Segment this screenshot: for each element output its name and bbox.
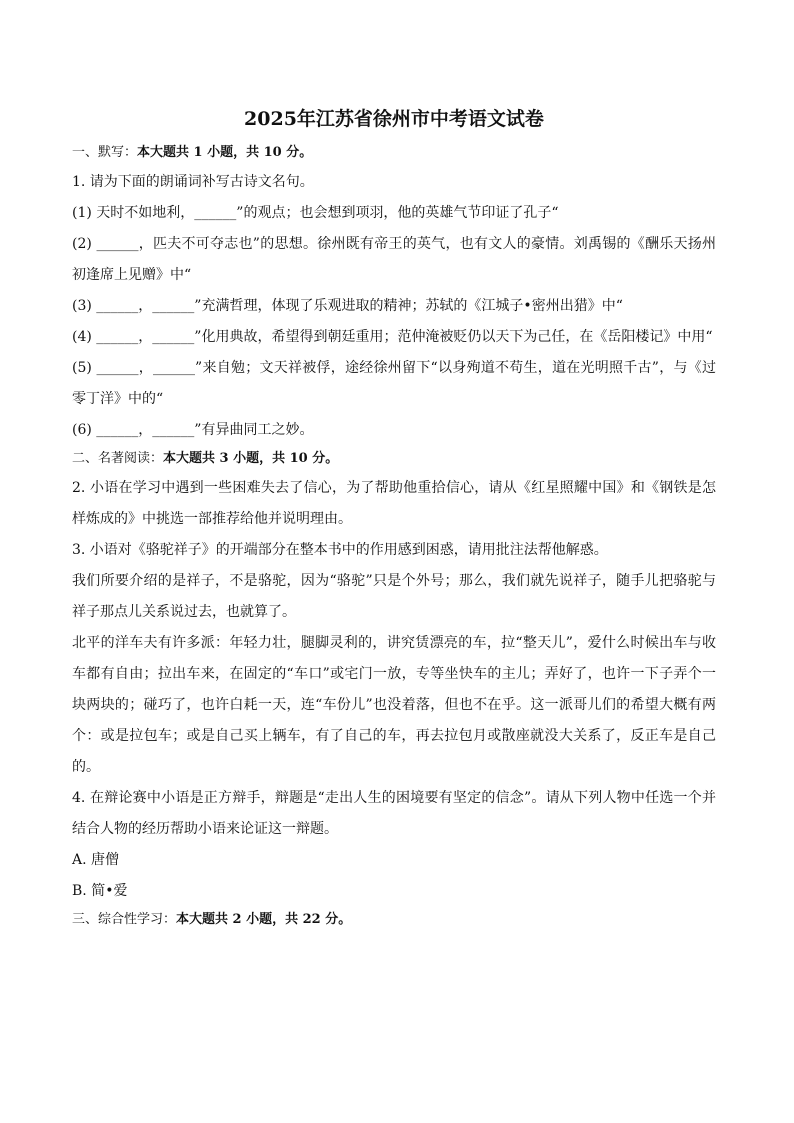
section-3-detail: 本大题共 2 小题，共 22 分。 [176,912,352,927]
question-1-stem: 1. 请为下面的朗诵词补写古诗文名句。 [72,174,314,190]
question-1-line-1: (1) 天时不如地利，______”的观点；也会想到项羽，他的英雄气节印证了孔子“ [72,205,559,221]
section-3-prefix: 三、综合性学习： [72,912,177,927]
section-1-detail: 本大题共 1 小题，共 10 分。 [137,145,313,160]
question-4-stem: 4. 在辩论赛中小语是正方辩手，辩题是“走出人生的困境要有坚定的信念”。请从下列人物中任选一个并结合人物的经历帮助小语来论证这一辩题。 [72,790,716,837]
question-4-option-b: B. 简•爱 [72,883,128,899]
question-1-line-3: (3) ______，______”充满哲理，体现了乐观进取的精神；苏轼的《江城子•密州出猎》中“ [72,298,623,314]
section-2-prefix: 二、名著阅读： [72,451,164,466]
question-1-line-5: (5) ______，______”来自勉；文天祥被俘，途经徐州留下“以身殉道不苟生，道在光明照千古”，与《过零丁洋》中的“ [72,360,716,407]
section-1-heading [72,142,716,164]
question-3-passage-para-2: 北平的洋车夫有许多派：年轻力壮，腿脚灵利的，讲究赁漂亮的车，拉“整天儿”，爱什么时候出车与收车都有自由；拉出车来，在固定的“车口”或宅门一放，专等坐快车的主儿；弄好了，也许一下子弄个一块两块的；碰巧了，也许白耗一天，连“车份儿”也没着落，但也不在乎。这一派哥儿们的希望大概有两个：或是拉包车；或是自己买上辆车，有了自己的车，再去拉包月或散座就没大关系了，反正车是自己的。 [72,635,716,775]
question-2-stem: 2. 小语在学习中遇到一些困难失去了信心，为了帮助他重拾信心，请从《红星照耀中国》和《钢铁是怎样炼成的》中挑选一部推荐给他并说明理由。 [72,480,716,527]
question-3-stem: 3. 小语对《骆驼祥子》的开端部分在整本书中的作用感到困惑，请用批注法帮他解惑。 [72,542,608,558]
question-3-passage-para-1: 我们所要介绍的是祥子，不是骆驼，因为“骆驼”只是个外号；那么，我们就先说祥子，随手儿把骆驼与祥子那点儿关系说过去，也就算了。 [72,573,716,620]
question-1-line-4: (4) ______，______”化用典故，希望得到朝廷重用；范仲淹被贬仍以天下为己任，在《岳阳楼记》中用“ [72,329,713,345]
exam-title: 2025年江苏省徐州市中考语文试卷 [244,108,544,130]
section-2-detail: 本大题共 3 小题，共 10 分。 [163,451,339,466]
question-1-line-2: (2) ______，匹夫不可夺志也”的思想。徐州既有帝王的英气，也有文人的豪情。刘禹锡的《酬乐天扬州初逢席上见赠》中“ [72,236,716,283]
section-1-prefix: 一、默写： [72,145,138,160]
section-2-heading [72,448,716,470]
section-3-heading [72,909,716,931]
question-4-option-a: A. 唐僧 [72,852,120,868]
question-1-line-6: (6) ______，______”有异曲同工之妙。 [72,422,314,438]
